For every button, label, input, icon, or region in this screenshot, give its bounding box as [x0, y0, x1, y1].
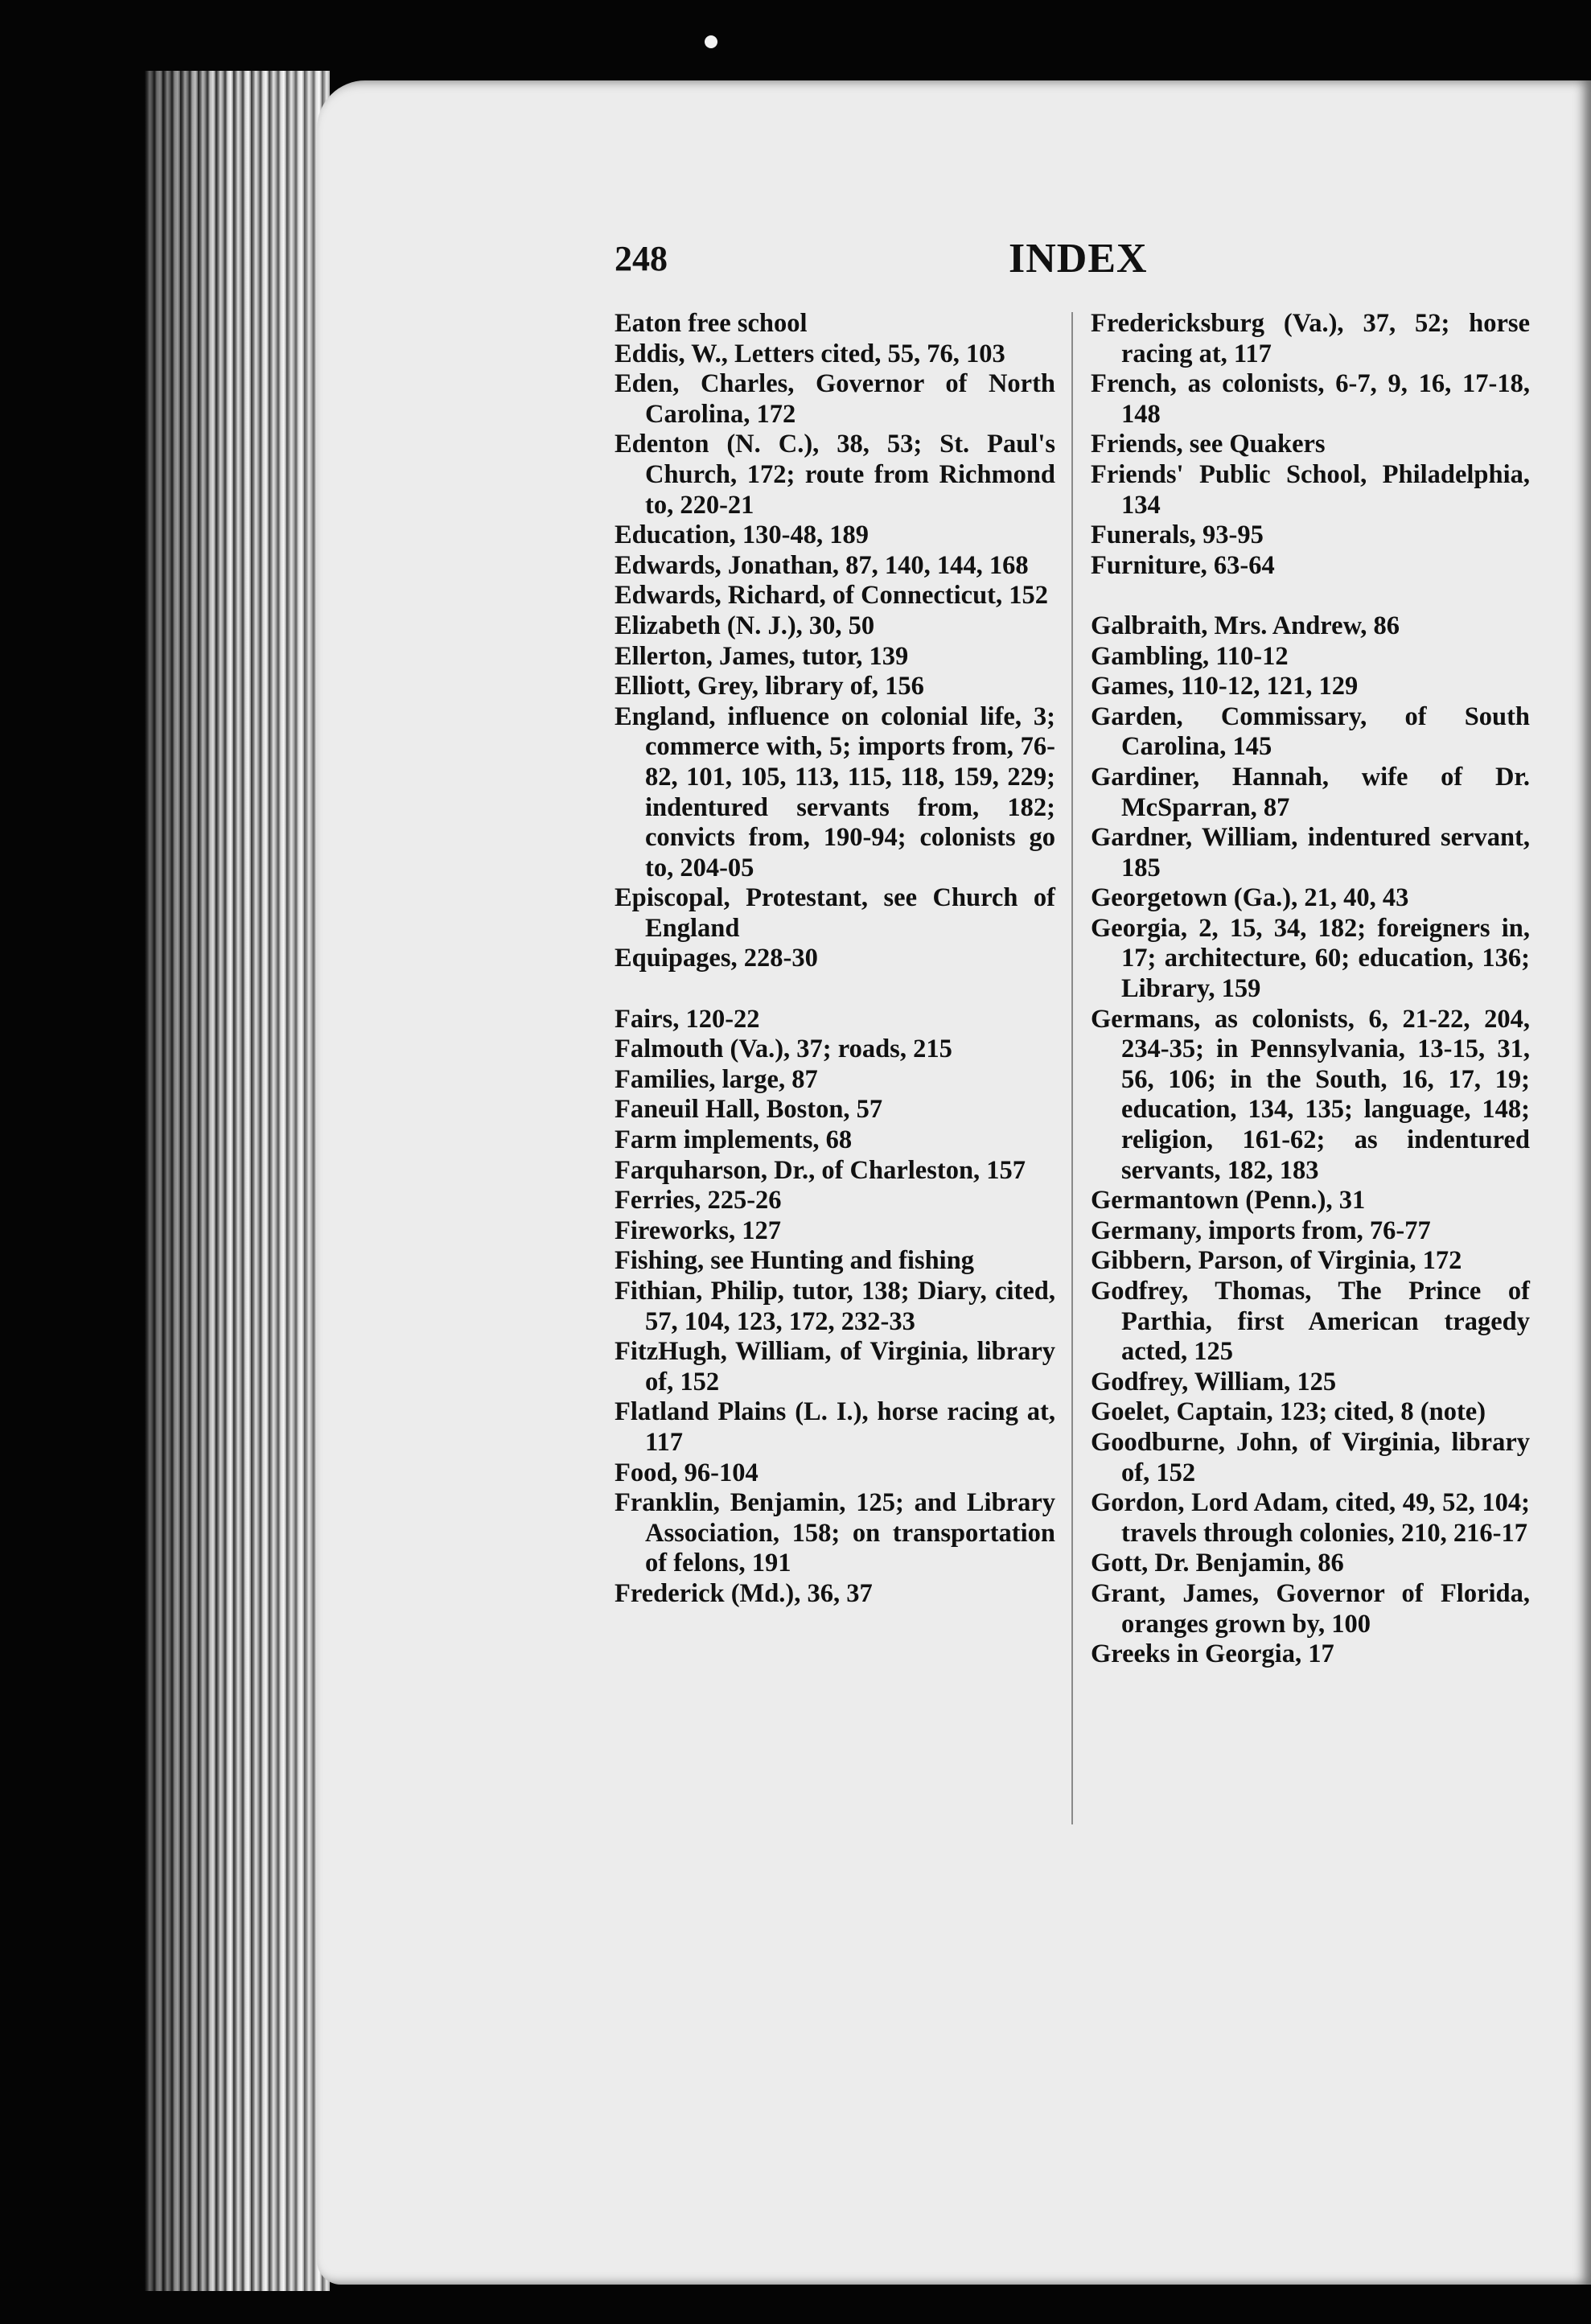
index-entry: Farm implements, 68	[615, 1125, 853, 1155]
index-entry: FitzHugh, William, of Virginia, library of, 152	[615, 1337, 1055, 1396]
index-entry: Georgetown (Ga.), 21, 40, 43	[1091, 883, 1409, 913]
index-entry: Farquharson, Dr., of Charleston, 157	[615, 1155, 1026, 1185]
index-entry: Gardner, William, indentured servant, 185	[1091, 823, 1530, 882]
book-page-edges	[145, 71, 330, 2291]
index-entry: Gordon, Lord Adam, cited, 49, 52, 104; travels through colonies, 210, 216-17	[1091, 1488, 1530, 1548]
index-entry: Franklin, Benjamin, 125; and Library Association, 158; on transportation of felons, 191	[615, 1488, 1055, 1578]
index-entry: Games, 110-12, 121, 129	[1091, 672, 1359, 701]
index-entry: Friends, see Quakers	[1091, 430, 1326, 459]
index-entry: Germantown (Penn.), 31	[1091, 1186, 1366, 1215]
index-entry: Equipages, 228-30	[615, 944, 818, 973]
index-entry: Eden, Charles, Governor of North Carolina, 172	[615, 369, 1055, 429]
index-entry: Gambling, 110-12	[1091, 641, 1289, 671]
index-entry: Eaton free school	[615, 309, 808, 338]
index-entry: Ferries, 225-26	[615, 1186, 782, 1215]
index-entry: England, influence on colonial life, 3; commerce with, 5; imports from, 76-82, 101, 105, 113, 115, 118, 159, 229; indentured servants from, 182; convicts from, 190-94; colonists go to, 204-05	[615, 701, 1055, 882]
index-entry: French, as colonists, 6-7, 9, 16, 17-18, 148	[1091, 369, 1530, 429]
index-entry: Goodburne, John, of Virginia, library of, 152	[1091, 1427, 1530, 1487]
section-gap	[1091, 581, 1530, 611]
index-entry: Edenton (N. C.), 38, 53; St. Paul's Church, 172; route from Richmond to, 220-21	[615, 430, 1055, 520]
index-entry: Godfrey, William, 125	[1091, 1367, 1337, 1396]
index-entry: Fishing, see Hunting and fishing	[615, 1246, 975, 1276]
index-entry: Fithian, Philip, tutor, 138; Diary, cited, 57, 104, 123, 172, 232-33	[615, 1277, 1055, 1336]
index-entry: Furniture, 63-64	[1091, 550, 1275, 580]
index-entry: Edwards, Richard, of Connecticut, 152	[615, 581, 1048, 611]
index-entry: Education, 130-48, 189	[615, 520, 870, 550]
page-title: INDEX	[1009, 236, 1148, 282]
index-entry: Goelet, Captain, 123; cited, 8 (note)	[1091, 1397, 1486, 1427]
index-entry: Germans, as colonists, 6, 21-22, 204, 234-35; in Pennsylvania, 13-15, 31, 56, 106; in the South, 16, 17, 19; education, 134, 135; language, 148; religion, 161-62; as indentured servants, 182, 183	[1091, 1004, 1530, 1185]
index-entry: Fredericksburg (Va.), 37, 52; horse racing at, 117	[1091, 309, 1530, 368]
index-entry: Elliott, Grey, library of, 156	[615, 672, 924, 701]
index-entry: Funerals, 93-95	[1091, 520, 1264, 550]
scan-dot	[705, 35, 717, 48]
index-entry: Greeks in Georgia, 17	[1091, 1639, 1334, 1669]
index-entry: Garden, Commissary, of South Carolina, 145	[1091, 701, 1530, 762]
index-entry: Frederick (Md.), 36, 37	[615, 1578, 873, 1608]
index-entry: Edwards, Jonathan, 87, 140, 144, 168	[615, 550, 1029, 580]
index-column-left	[615, 309, 1055, 1610]
index-entry: Galbraith, Mrs. Andrew, 86	[1091, 611, 1400, 640]
index-column-right	[1091, 309, 1530, 1670]
index-entry: Flatland Plains (L. I.), horse racing at, 117	[615, 1397, 1055, 1457]
index-entry: Grant, James, Governor of Florida, oranges grown by, 100	[1091, 1578, 1530, 1639]
index-entry: Faneuil Hall, Boston, 57	[615, 1095, 883, 1125]
index-entry: Germany, imports from, 76-77	[1091, 1215, 1431, 1245]
index-entry: Gibbern, Parson, of Virginia, 172	[1091, 1246, 1462, 1276]
index-entry: Ellerton, James, tutor, 139	[615, 641, 909, 671]
index-entry: Eddis, W., Letters cited, 55, 76, 103	[615, 339, 1005, 368]
page-header	[615, 236, 1148, 286]
index-entry: Georgia, 2, 15, 34, 182; foreigners in, 17; architecture, 60; education, 136; Library, 159	[1091, 913, 1530, 1004]
index-entry: Elizabeth (N. J.), 30, 50	[615, 611, 875, 640]
index-entry: Godfrey, Thomas, The Prince of Parthia, first American tragedy acted, 125	[1091, 1277, 1530, 1367]
index-entry: Friends' Public School, Philadelphia, 134	[1091, 459, 1530, 520]
section-gap	[615, 974, 1055, 1005]
index-entry: Gott, Dr. Benjamin, 86	[1091, 1549, 1344, 1578]
index-entry: Families, large, 87	[615, 1064, 818, 1094]
index-entry: Fireworks, 127	[615, 1215, 782, 1245]
index-entry: Falmouth (Va.), 37; roads, 215	[615, 1034, 952, 1064]
column-divider	[1071, 312, 1073, 1824]
index-entry: Episcopal, Protestant, see Church of England	[615, 883, 1055, 943]
index-entry: Gardiner, Hannah, wife of Dr. McSparran, 87	[1091, 762, 1530, 822]
page-number: 248	[615, 239, 668, 278]
index-entry: Food, 96-104	[615, 1458, 758, 1487]
index-entry: Fairs, 120-22	[615, 1004, 760, 1034]
